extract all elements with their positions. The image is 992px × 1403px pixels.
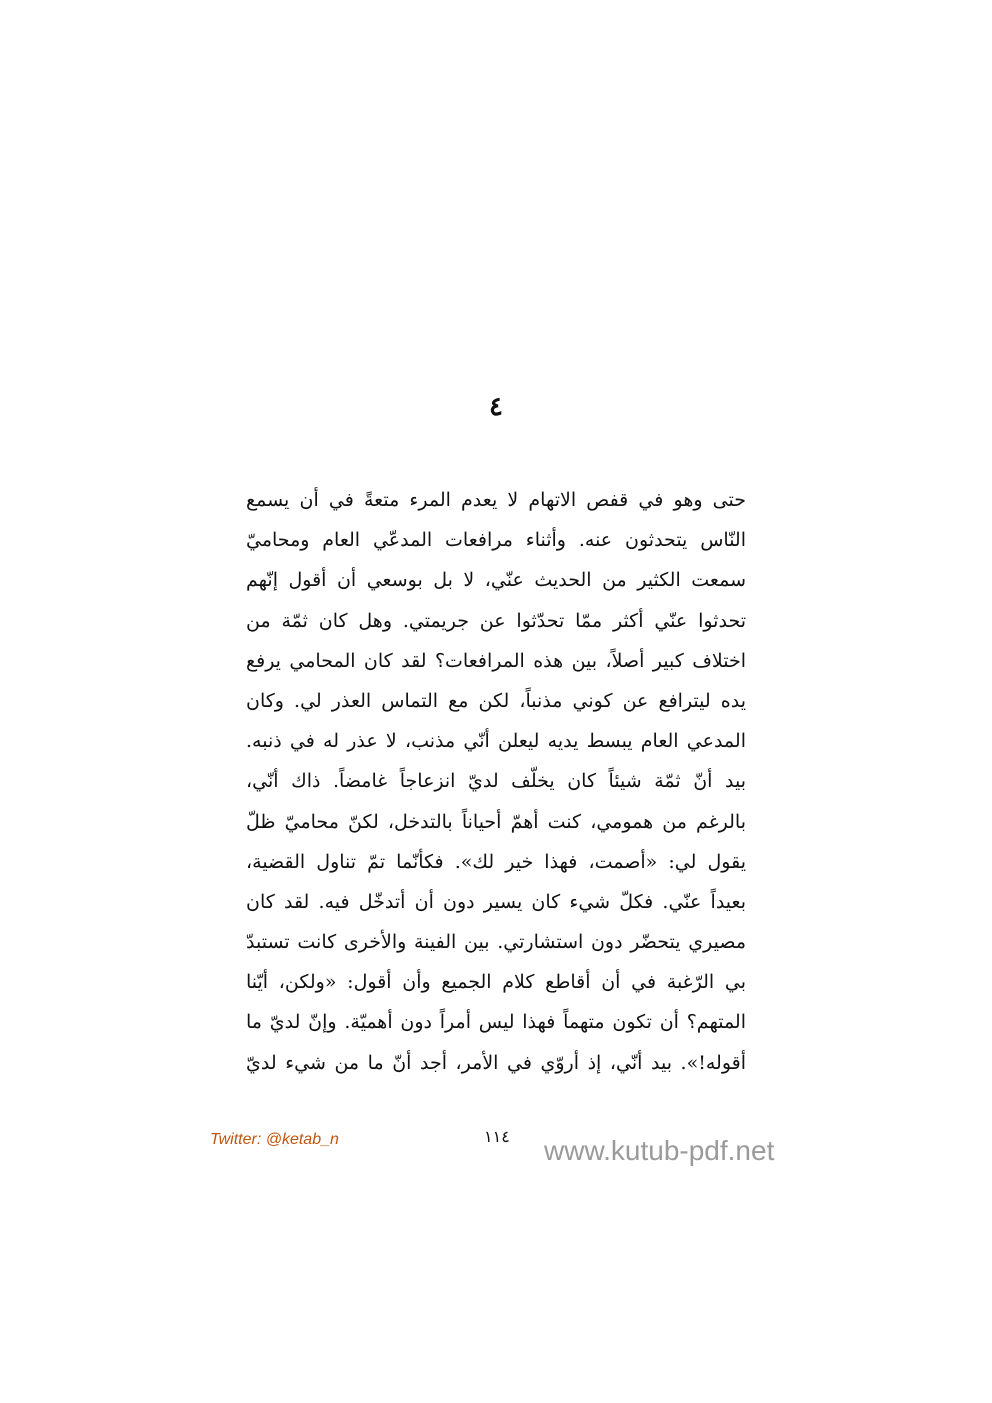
twitter-handle: Twitter: @ketab_n bbox=[210, 1131, 339, 1148]
text-line: يده ليترافع عن كوني مذنباً، لكن مع التماس العذر لي. وكان bbox=[246, 689, 746, 712]
text-line: المتهم؟ أن تكون متهماً فهذا ليس أمراً دون أهميّة. وإنّ لديّ ما bbox=[246, 1011, 746, 1034]
page-number: ١١٤ bbox=[484, 1127, 510, 1146]
text-line: النّاس يتحدثون عنه. وأثناء مرافعات المدعّي العام ومحاميّ bbox=[246, 529, 746, 552]
text-line: بالرغم من همومي، كنت أهمّ أحياناً بالتدخل، لكنّ محاميّ ظلّ bbox=[246, 810, 746, 833]
text-line: بعيداً عنّي. فكلّ شيء كان يسير دون أن أتدخّل فيه. لقد كان bbox=[246, 890, 746, 913]
body-text bbox=[246, 480, 746, 1083]
text-line: مصيري يتحضّر دون استشارتي. بين الفينة والأخرى كانت تستبدّ bbox=[246, 931, 746, 954]
text-line: بي الرّغبة في أن أقاطع كلام الجميع وأن أقول: «ولكن، أيّنا bbox=[246, 971, 746, 994]
text-line: اختلاف كبير أصلاً، بين هذه المرافعات؟ لقد كان المحامي يرفع bbox=[246, 649, 746, 672]
text-line: بيد أنّ ثمّة شيئاً كان يخلّف لديّ انزعاجاً غامضاً. ذاك أنّي، bbox=[246, 770, 746, 793]
text-line: يقول لي: «أصمت، فهذا خير لك». فكأنّما تمّ تناول القضية، bbox=[246, 850, 746, 873]
text-line: حتى وهو في قفص الاتهام لا يعدم المرء متعةً في أن يسمع bbox=[246, 489, 746, 511]
text-line: أقوله!». بيد أنّي، إذ أروّي في الأمر، أجد أنّ ما من شيء لديّ bbox=[246, 1051, 746, 1074]
text-line: المدعي العام يبسط يديه ليعلن أنّي مذنب، لا عذر له في ذنبه. bbox=[246, 730, 746, 753]
text-line: تحدثوا عنّي أكثر ممّا تحدّثوا عن جريمتي. وهل كان ثمّة من bbox=[246, 609, 746, 632]
text-line: سمعت الكثير من الحديث عنّي، لا بل بوسعي أن أقول إنّهم bbox=[246, 569, 746, 592]
watermark-url: www.kutub-pdf.net bbox=[544, 1135, 775, 1166]
chapter-number: ٤ bbox=[489, 392, 503, 422]
